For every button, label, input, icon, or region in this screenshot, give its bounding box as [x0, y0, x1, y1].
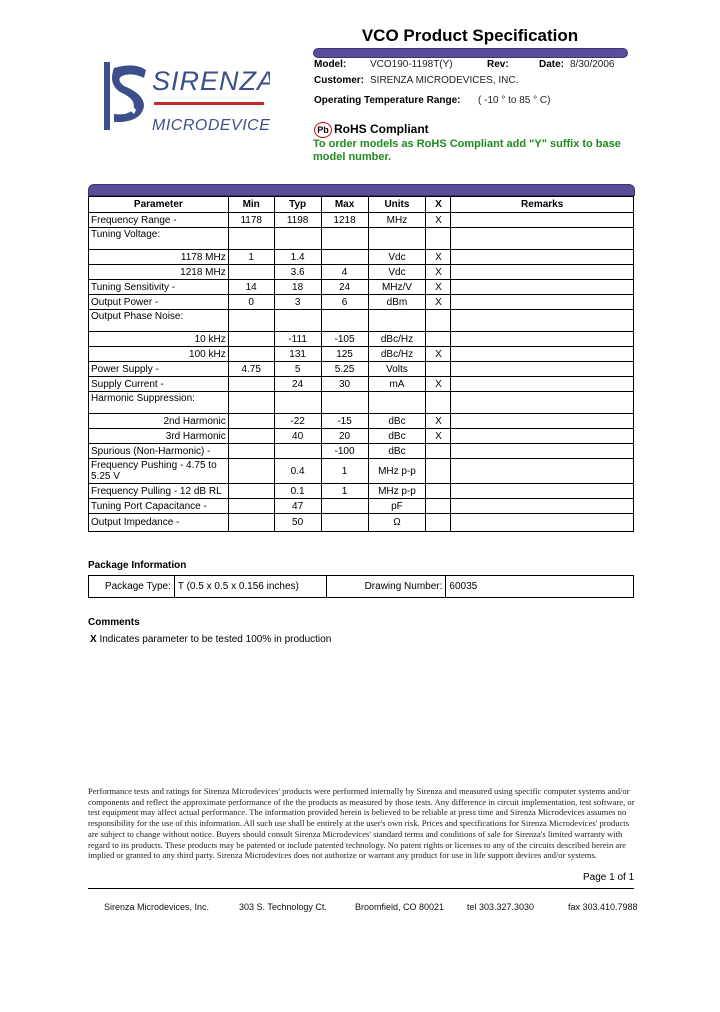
cell-remarks: [451, 484, 634, 499]
company-logo: [100, 58, 270, 138]
cell-x: [426, 362, 451, 377]
cell-min: [228, 332, 274, 347]
cell-max: 6: [321, 295, 368, 310]
cell-max: [321, 499, 368, 514]
cell-units: dBc/Hz: [368, 347, 426, 362]
model-label: Model:: [314, 59, 347, 70]
cell-units: dBc: [368, 444, 426, 459]
cell-typ: 5: [274, 362, 321, 377]
cell-remarks: [451, 514, 634, 532]
table-row: [89, 444, 634, 459]
cell-units: Ω: [368, 514, 426, 532]
cell-units: Vdc: [368, 265, 426, 280]
page-title: VCO Product Specification: [361, 26, 579, 45]
table-header-bar: [88, 184, 635, 196]
cell-param: 100 kHz: [89, 347, 229, 362]
cell-units: MHz p-p: [368, 459, 426, 484]
rohs-note: To order models as RoHS Compliant add "Y" suffix to base model number.: [313, 138, 621, 163]
cell-units: [368, 228, 426, 250]
table-row: [89, 295, 634, 310]
cell-min: 4.75: [228, 362, 274, 377]
cell-typ: -111: [274, 332, 321, 347]
table-row: [89, 310, 634, 332]
table-row: [89, 347, 634, 362]
cell-min: 0: [228, 295, 274, 310]
table-row: [89, 414, 634, 429]
cell-x: X: [426, 295, 451, 310]
col-header: Min: [228, 197, 274, 213]
cell-max: [321, 228, 368, 250]
drawing-number-value: 60035: [446, 576, 634, 598]
comment-mark: X: [90, 634, 97, 645]
cell-max: 4: [321, 265, 368, 280]
table-row: [89, 250, 634, 265]
customer-label: Customer:: [314, 75, 365, 86]
cell-x: [426, 459, 451, 484]
cell-x: X: [426, 414, 451, 429]
cell-remarks: [451, 265, 634, 280]
cell-min: [228, 377, 274, 392]
cell-min: [228, 392, 274, 414]
cell-param: Output Power -: [89, 295, 229, 310]
cell-param: Frequency Range -: [89, 213, 229, 228]
cell-units: dBc: [368, 414, 426, 429]
footer-company: Sirenza Microdevices, Inc.: [104, 902, 210, 912]
table-row: [89, 429, 634, 444]
cell-typ: 24: [274, 377, 321, 392]
cell-x: X: [426, 265, 451, 280]
cell-typ: 0.1: [274, 484, 321, 499]
cell-remarks: [451, 228, 634, 250]
cell-min: [228, 444, 274, 459]
cell-max: -100: [321, 444, 368, 459]
cell-typ: 131: [274, 347, 321, 362]
cell-typ: 18: [274, 280, 321, 295]
cell-remarks: [451, 414, 634, 429]
cell-param: Output Phase Noise:: [89, 310, 229, 332]
cell-typ: [274, 392, 321, 414]
table-row: [89, 392, 634, 414]
cell-param: Spurious (Non-Harmonic) -: [89, 444, 229, 459]
col-header: Units: [368, 197, 426, 213]
cell-units: [368, 392, 426, 414]
cell-remarks: [451, 429, 634, 444]
table-row: [89, 332, 634, 347]
table-row: [89, 377, 634, 392]
cell-max: 1: [321, 484, 368, 499]
date-label: Date:: [539, 59, 565, 70]
pb-free-icon: Pb: [314, 122, 332, 138]
cell-max: -15: [321, 414, 368, 429]
page-number: Page 1 of 1: [583, 872, 635, 883]
cell-typ: 3.6: [274, 265, 321, 280]
table-row: [89, 280, 634, 295]
cell-param: 1218 MHz: [89, 265, 229, 280]
cell-typ: -22: [274, 414, 321, 429]
cell-typ: 1.4: [274, 250, 321, 265]
cell-remarks: [451, 459, 634, 484]
cell-units: MHz/V: [368, 280, 426, 295]
rohs-title: RoHS Compliant: [334, 122, 429, 136]
table-row: [89, 265, 634, 280]
cell-min: 1: [228, 250, 274, 265]
cell-units: [368, 310, 426, 332]
cell-typ: 1198: [274, 213, 321, 228]
cell-param: Frequency Pushing - 4.75 to 5.25 V: [89, 459, 229, 484]
cell-x: [426, 332, 451, 347]
cell-units: mA: [368, 377, 426, 392]
comment-line: [90, 634, 331, 645]
disclaimer-text: Performance tests and ratings for Sirenza Microdevices' products were performed internally by Sirenza and measured using specific computer systems and/or components and reflect the approximate performance of the the products as measured by those tests. Any difference in circuit implementation, test software, or test equipment may affect actual performance. The information provided herein is believed to be reliable at press time and Sirenza Microdevices assumes no responsibility for the use of this information. All such use shall be entirely at the user's own risk. Prices and specifications for Sirenza Microdevices' products are subject to change without notice. Buyers should consult Sirenza Microdevices' standard terms and conditions of sale for Sirenza's limited warranty with regard to its products. These products may be patented or include patented technology. No patent rights or licenses to any of the circuits described herein are implied or granted to any third party. Sirenza Microdevices does not authorize or warrant any product for use in life support devices and/or systems.: [88, 786, 635, 861]
comments-section-title: Comments: [88, 617, 140, 628]
cell-max: [321, 310, 368, 332]
cell-min: [228, 514, 274, 532]
cell-x: X: [426, 347, 451, 362]
cell-param: 10 kHz: [89, 332, 229, 347]
cell-min: [228, 459, 274, 484]
cell-remarks: [451, 213, 634, 228]
cell-x: X: [426, 213, 451, 228]
cell-param: Supply Current -: [89, 377, 229, 392]
cell-min: 14: [228, 280, 274, 295]
cell-remarks: [451, 295, 634, 310]
cell-max: 24: [321, 280, 368, 295]
cell-param: Tuning Port Capacitance -: [89, 499, 229, 514]
cell-max: 125: [321, 347, 368, 362]
cell-min: [228, 484, 274, 499]
footer-fax: fax 303.410.7988: [568, 902, 638, 912]
footer-divider: [88, 888, 634, 889]
cell-remarks: [451, 347, 634, 362]
cell-max: [321, 250, 368, 265]
cell-x: X: [426, 280, 451, 295]
cell-remarks: [451, 444, 634, 459]
cell-x: X: [426, 250, 451, 265]
package-type-value: T (0.5 x 0.5 x 0.156 inches): [174, 576, 326, 598]
cell-remarks: [451, 499, 634, 514]
cell-remarks: [451, 250, 634, 265]
table-row: [89, 213, 634, 228]
package-table: [88, 575, 634, 598]
cell-min: [228, 228, 274, 250]
cell-units: MHz p-p: [368, 484, 426, 499]
spec-table: [88, 196, 634, 532]
cell-typ: [274, 310, 321, 332]
cell-remarks: [451, 280, 634, 295]
table-header-row: [89, 197, 634, 213]
cell-x: [426, 228, 451, 250]
cell-min: [228, 429, 274, 444]
cell-typ: 50: [274, 514, 321, 532]
cell-param: Frequency Pulling - 12 dB RL: [89, 484, 229, 499]
footer-city: Broomfield, CO 80021: [355, 902, 445, 912]
cell-min: [228, 414, 274, 429]
cell-min: [228, 499, 274, 514]
cell-max: -105: [321, 332, 368, 347]
cell-units: dBc/Hz: [368, 332, 426, 347]
col-header: Typ: [274, 197, 321, 213]
cell-min: [228, 347, 274, 362]
cell-min: 1178: [228, 213, 274, 228]
cell-typ: [274, 228, 321, 250]
cell-min: [228, 265, 274, 280]
model-value: VCO190-1198T(Y): [370, 59, 453, 70]
table-row: [89, 499, 634, 514]
cell-param: Output Impedance -: [89, 514, 229, 532]
cell-x: [426, 392, 451, 414]
header-bar: [313, 48, 628, 58]
cell-param: Tuning Voltage:: [89, 228, 229, 250]
col-header: Max: [321, 197, 368, 213]
cell-x: [426, 499, 451, 514]
table-row: [89, 459, 634, 484]
cell-x: [426, 484, 451, 499]
cell-x: [426, 514, 451, 532]
rev-label: Rev:: [487, 59, 509, 70]
svg-text:MICRODEVICES: MICRODEVICES: [152, 117, 270, 134]
cell-typ: 40: [274, 429, 321, 444]
footer-address: 303 S. Technology Ct.: [239, 902, 327, 912]
svg-text:SIRENZA: SIRENZA: [152, 66, 270, 96]
cell-min: [228, 310, 274, 332]
footer-tel: tel 303.327.3030: [467, 902, 535, 912]
cell-units: dBm: [368, 295, 426, 310]
cell-remarks: [451, 332, 634, 347]
table-row: [89, 484, 634, 499]
cell-max: 5.25: [321, 362, 368, 377]
cell-max: [321, 514, 368, 532]
cell-param: 3rd Harmonic: [89, 429, 229, 444]
cell-max: 1: [321, 459, 368, 484]
comment-text: Indicates parameter to be tested 100% in production: [99, 634, 332, 645]
cell-units: dBc: [368, 429, 426, 444]
package-row: [89, 576, 634, 598]
cell-max: 20: [321, 429, 368, 444]
table-row: [89, 228, 634, 250]
customer-value: SIRENZA MICRODEVICES, INC.: [370, 75, 519, 86]
cell-units: Volts: [368, 362, 426, 377]
cell-max: 1218: [321, 213, 368, 228]
table-row: [89, 514, 634, 532]
date-value: 8/30/2006: [570, 59, 615, 70]
table-row: [89, 362, 634, 377]
cell-param: Tuning Sensitivity -: [89, 280, 229, 295]
cell-typ: [274, 444, 321, 459]
temp-label: Operating Temperature Range:: [314, 95, 461, 106]
cell-units: pF: [368, 499, 426, 514]
cell-typ: 0.4: [274, 459, 321, 484]
col-header: Parameter: [89, 197, 229, 213]
cell-x: X: [426, 377, 451, 392]
cell-x: [426, 444, 451, 459]
logo-mark-icon: [104, 62, 146, 130]
cell-typ: 3: [274, 295, 321, 310]
cell-remarks: [451, 310, 634, 332]
cell-remarks: [451, 377, 634, 392]
package-type-label: Package Type:: [89, 576, 175, 598]
cell-typ: 47: [274, 499, 321, 514]
cell-units: Vdc: [368, 250, 426, 265]
package-section-title: Package Information: [88, 560, 187, 571]
cell-units: MHz: [368, 213, 426, 228]
cell-param: 2nd Harmonic: [89, 414, 229, 429]
cell-x: [426, 310, 451, 332]
col-header: Remarks: [451, 197, 634, 213]
cell-param: Harmonic Suppression:: [89, 392, 229, 414]
drawing-number-label: Drawing Number:: [326, 576, 446, 598]
cell-max: 30: [321, 377, 368, 392]
col-header: X: [426, 197, 451, 213]
cell-x: X: [426, 429, 451, 444]
cell-param: 1178 MHz: [89, 250, 229, 265]
cell-remarks: [451, 362, 634, 377]
cell-param: Power Supply -: [89, 362, 229, 377]
cell-max: [321, 392, 368, 414]
temp-value: ( -10 ° to 85 ° C): [478, 95, 551, 106]
cell-remarks: [451, 392, 634, 414]
